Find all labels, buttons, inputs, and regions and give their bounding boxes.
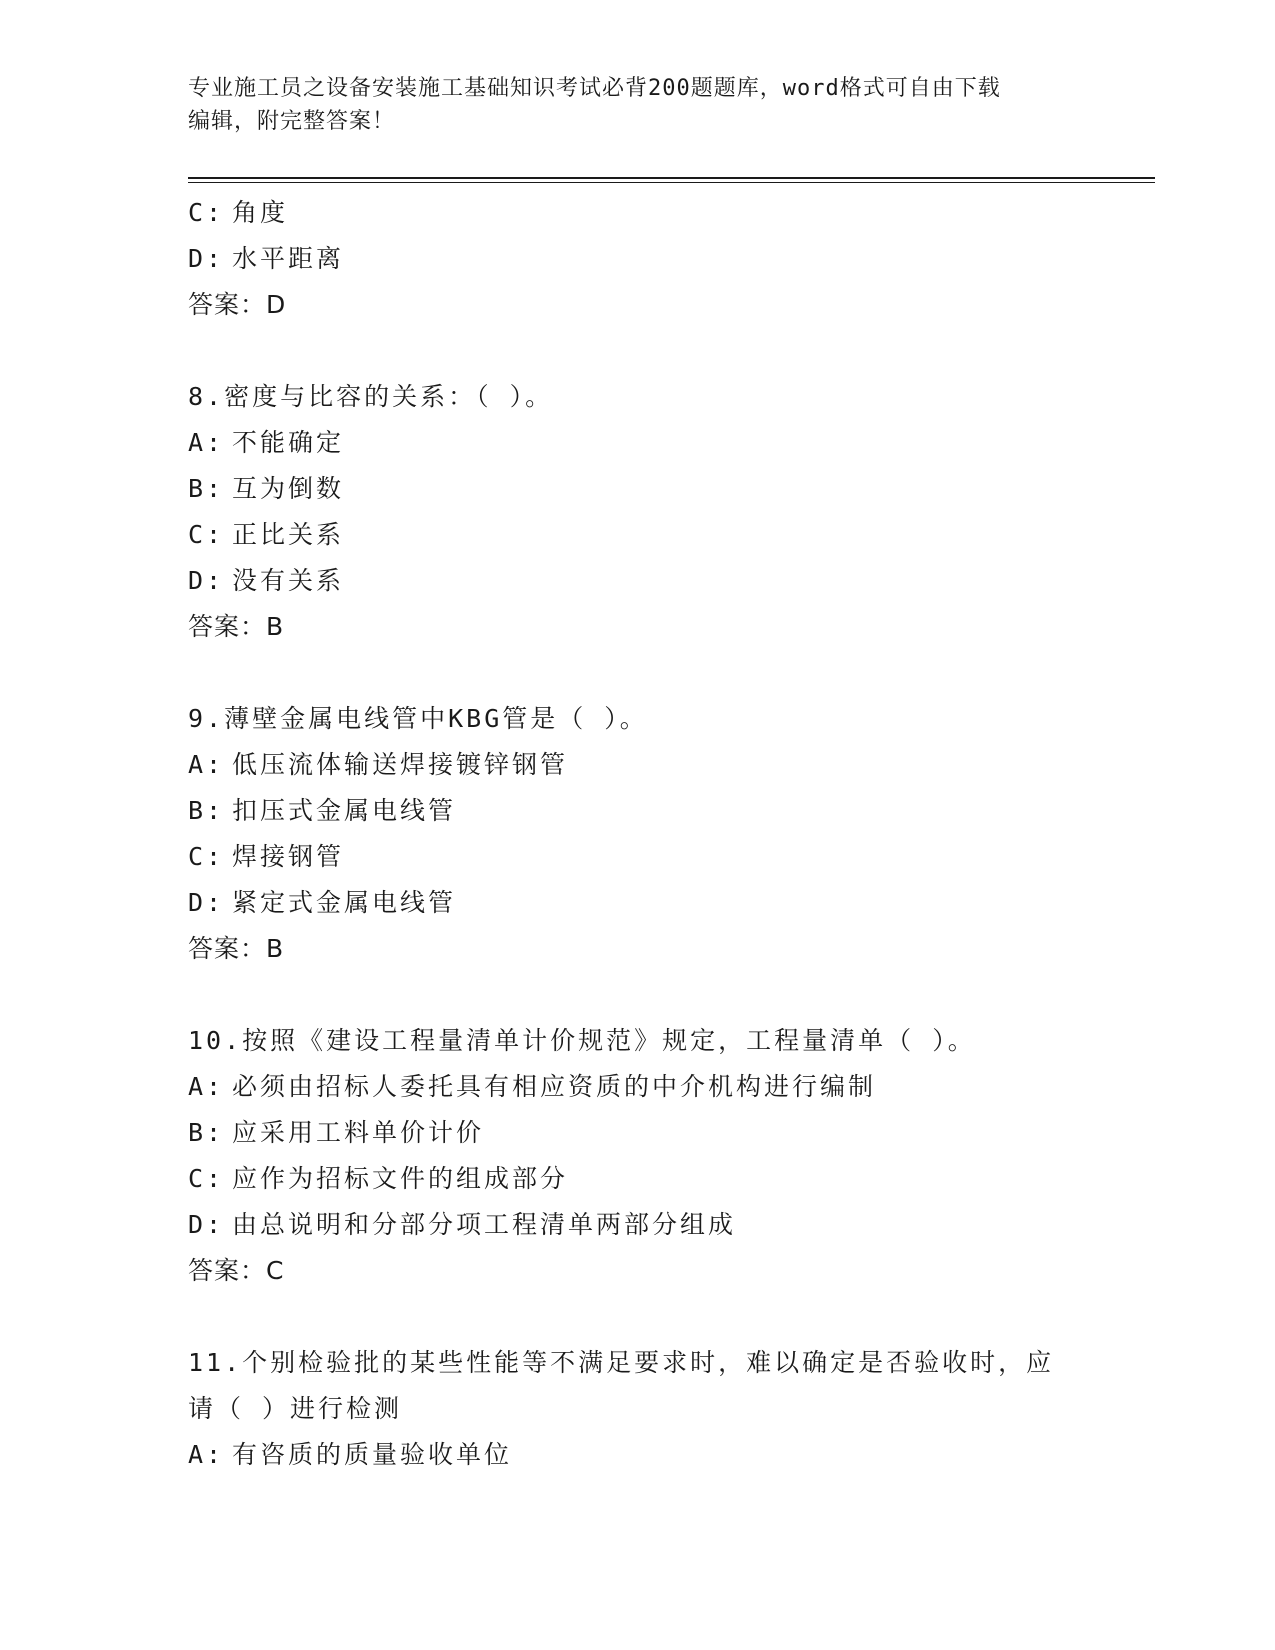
option-b: B: 互为倒数 [188,474,345,503]
question-stem: 9.薄壁金属电线管中KBG管是（ ）。 [188,704,648,733]
answer-line: 答案：B [188,934,285,963]
option-c: C: 正比关系 [188,520,345,549]
option-d: D: 紧定式金属电线管 [188,888,457,917]
option-c: C: 角度 [188,198,289,227]
answer-line: 答案：C [188,1256,285,1285]
answer-line: 答案：D [188,290,287,319]
header-divider-thin [188,182,1155,183]
question-10 [188,1018,1088,1294]
spacer [188,972,1088,1018]
question-stem: 8.密度与比容的关系：（ ）。 [188,382,554,411]
header-divider-thick [188,177,1155,179]
header-title-line-2: 编辑，附完整答案！ [188,109,396,134]
option-d: D: 水平距离 [188,244,345,273]
option-a: A: 低压流体输送焊接镀锌钢管 [188,750,569,779]
option-b: B: 应采用工料单价计价 [188,1118,485,1147]
option-d: D: 没有关系 [188,566,345,595]
spacer [188,328,1088,374]
question-9 [188,696,1088,972]
option-a: A: 有咨质的质量验收单位 [188,1440,513,1469]
question-stem-line-2: 请（ ）进行检测 [188,1394,403,1423]
option-a: A: 必须由招标人委托具有相应资质的中介机构进行编制 [188,1072,877,1101]
spacer [188,1294,1088,1340]
question-7-continued [188,190,1088,328]
question-11 [188,1340,1088,1478]
question-stem: 10.按照《建设工程量清单计价规范》规定，工程量清单（ ）。 [188,1026,976,1055]
document-header [188,72,1088,138]
spacer [188,650,1088,696]
option-b: B: 扣压式金属电线管 [188,796,457,825]
question-stem-line-1: 11.个别检验批的某些性能等不满足要求时，难以确定是否验收时，应 [188,1348,1055,1377]
option-d: D: 由总说明和分部分项工程清单两部分组成 [188,1210,737,1239]
question-8 [188,374,1088,650]
option-c: C: 焊接钢管 [188,842,345,871]
answer-line: 答案：B [188,612,285,641]
question-list [188,190,1088,1478]
header-title-line-1: 专业施工员之设备安装施工基础知识考试必背200题题库，word格式可自由下载 [188,76,1001,101]
option-c: C: 应作为招标文件的组成部分 [188,1164,569,1193]
option-a: A: 不能确定 [188,428,345,457]
